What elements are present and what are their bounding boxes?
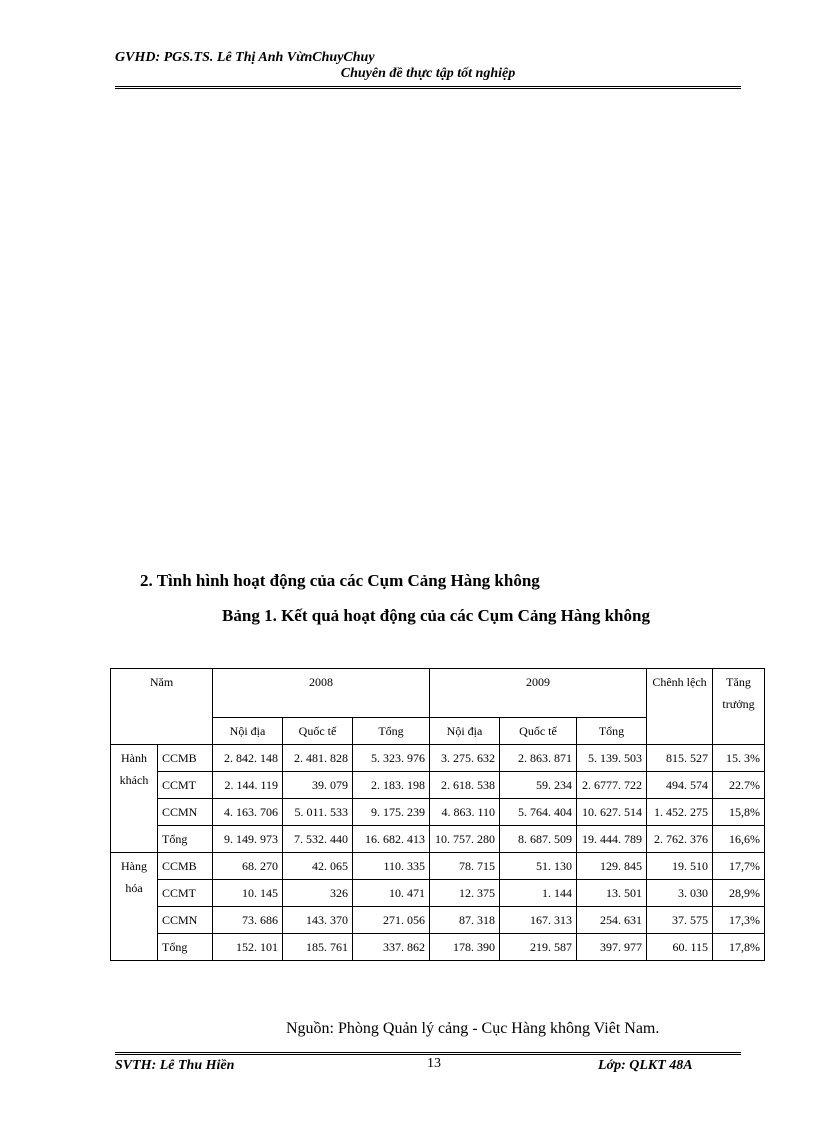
table-cell: 42. 065 bbox=[283, 853, 353, 880]
row-label: CCMT bbox=[158, 772, 213, 799]
table-cell: 219. 587 bbox=[500, 934, 577, 961]
table-title: Bảng 1. Kết quả hoạt động của các Cụm Cảng Hàng không bbox=[222, 606, 650, 625]
table-cell: 9. 175. 239 bbox=[353, 799, 430, 826]
table-cell: 8. 687. 509 bbox=[500, 826, 577, 853]
table-cell: 19. 510 bbox=[647, 853, 713, 880]
table-cell: 494. 574 bbox=[647, 772, 713, 799]
table-cell: 51. 130 bbox=[500, 853, 577, 880]
table-cell: 326 bbox=[283, 880, 353, 907]
table-cell: 13. 501 bbox=[577, 880, 647, 907]
header-difference: Chênh lệch bbox=[647, 669, 713, 745]
table-cell: 16,6% bbox=[713, 826, 765, 853]
passenger-group-label: Hành khách bbox=[111, 745, 158, 853]
footer-divider bbox=[115, 1052, 741, 1055]
table-cell: 5. 323. 976 bbox=[353, 745, 430, 772]
table-cell: 5. 011. 533 bbox=[283, 799, 353, 826]
table-cell: 10. 145 bbox=[213, 880, 283, 907]
table-row bbox=[111, 880, 765, 907]
table-cell: 2. 618. 538 bbox=[430, 772, 500, 799]
table-cell: 73. 686 bbox=[213, 907, 283, 934]
table-cell: 3. 030 bbox=[647, 880, 713, 907]
header-year-2009: 2009 bbox=[430, 669, 647, 718]
subheader-total-2009: Tổng bbox=[577, 718, 647, 745]
row-label: Tổng bbox=[158, 934, 213, 961]
row-label: CCMB bbox=[158, 853, 213, 880]
subheader-domestic-2008: Nội địa bbox=[213, 718, 283, 745]
table-cell: 3. 275. 632 bbox=[430, 745, 500, 772]
table-row bbox=[111, 853, 765, 880]
row-label: CCMN bbox=[158, 799, 213, 826]
table-cell: 17,7% bbox=[713, 853, 765, 880]
table-cell: 7. 532. 440 bbox=[283, 826, 353, 853]
header-growth: Tăng trưởng bbox=[713, 669, 765, 745]
table-cell: 110. 335 bbox=[353, 853, 430, 880]
table-cell: 22.7% bbox=[713, 772, 765, 799]
table-cell: 28,9% bbox=[713, 880, 765, 907]
table-cell: 4. 163. 706 bbox=[213, 799, 283, 826]
subheader-international-2008: Quốc tế bbox=[283, 718, 353, 745]
cargo-group-label: Hàng hóa bbox=[111, 853, 158, 961]
table-cell: 1. 452. 275 bbox=[647, 799, 713, 826]
table-cell: 17,3% bbox=[713, 907, 765, 934]
table-cell: 2. 762. 376 bbox=[647, 826, 713, 853]
page-number: 13 bbox=[427, 1056, 441, 1071]
row-label: Tổng bbox=[158, 826, 213, 853]
header-year-2008: 2008 bbox=[213, 669, 430, 718]
table-cell: 2. 183. 198 bbox=[353, 772, 430, 799]
table-cell: 39. 079 bbox=[283, 772, 353, 799]
table-cell: 60. 115 bbox=[647, 934, 713, 961]
table-cell: 10. 757. 280 bbox=[430, 826, 500, 853]
row-label: CCMB bbox=[158, 745, 213, 772]
subheader-total-2008: Tổng bbox=[353, 718, 430, 745]
table-cell: 10. 471 bbox=[353, 880, 430, 907]
results-table bbox=[110, 668, 765, 961]
footer-student: SVTH: Lê Thu Hiền bbox=[115, 1058, 235, 1073]
table-cell: 185. 761 bbox=[283, 934, 353, 961]
table-cell: 397. 977 bbox=[577, 934, 647, 961]
header-supervisor: GVHD: PGS.TS. Lê Thị Anh VừnChuyChuy bbox=[115, 50, 375, 65]
table-cell: 2. 481. 828 bbox=[283, 745, 353, 772]
table-cell: 254. 631 bbox=[577, 907, 647, 934]
table-row bbox=[111, 826, 765, 853]
subheader-international-2009: Quốc tế bbox=[500, 718, 577, 745]
table-cell: 1. 144 bbox=[500, 880, 577, 907]
source-note: Nguồn: Phòng Quản lý cảng - Cục Hàng không Viêt Nam. bbox=[286, 1020, 660, 1037]
page-header bbox=[115, 50, 741, 82]
table-cell: 152. 101 bbox=[213, 934, 283, 961]
table-cell: 16. 682. 413 bbox=[353, 826, 430, 853]
section-heading: 2. Tình hình hoạt động của các Cụm Cảng Hàng không bbox=[140, 571, 540, 590]
table-cell: 2. 842. 148 bbox=[213, 745, 283, 772]
row-label: CCMN bbox=[158, 907, 213, 934]
table-row bbox=[111, 799, 765, 826]
table-cell: 59. 234 bbox=[500, 772, 577, 799]
table-cell: 167. 313 bbox=[500, 907, 577, 934]
table-cell: 815. 527 bbox=[647, 745, 713, 772]
table-cell: 5. 764. 404 bbox=[500, 799, 577, 826]
table-cell: 143. 370 bbox=[283, 907, 353, 934]
table-cell: 2. 863. 871 bbox=[500, 745, 577, 772]
table-cell: 2. 144. 119 bbox=[213, 772, 283, 799]
table-cell: 271. 056 bbox=[353, 907, 430, 934]
footer-class: Lớp: QLKT 48A bbox=[598, 1058, 693, 1073]
table-cell: 10. 627. 514 bbox=[577, 799, 647, 826]
table-cell: 129. 845 bbox=[577, 853, 647, 880]
table-cell: 68. 270 bbox=[213, 853, 283, 880]
table-cell: 4. 863. 110 bbox=[430, 799, 500, 826]
header-document-type: Chuyên đề thực tập tốt nghiệp bbox=[340, 66, 516, 81]
table-cell: 9. 149. 973 bbox=[213, 826, 283, 853]
table-row bbox=[111, 772, 765, 799]
table-cell: 37. 575 bbox=[647, 907, 713, 934]
table-row bbox=[111, 907, 765, 934]
subheader-domestic-2009: Nội địa bbox=[430, 718, 500, 745]
table-cell: 15. 3% bbox=[713, 745, 765, 772]
table-cell: 19. 444. 789 bbox=[577, 826, 647, 853]
table-cell: 87. 318 bbox=[430, 907, 500, 934]
table-cell: 17,8% bbox=[713, 934, 765, 961]
table-cell: 15,8% bbox=[713, 799, 765, 826]
table-row bbox=[111, 934, 765, 961]
row-label: CCMT bbox=[158, 880, 213, 907]
table-cell: 2. 6777. 722 bbox=[577, 772, 647, 799]
table-cell: 5. 139. 503 bbox=[577, 745, 647, 772]
table-cell: 12. 375 bbox=[430, 880, 500, 907]
table-cell: 178. 390 bbox=[430, 934, 500, 961]
table-cell: 337. 862 bbox=[353, 934, 430, 961]
header-year-label: Năm bbox=[111, 669, 213, 745]
table-cell: 78. 715 bbox=[430, 853, 500, 880]
header-divider bbox=[115, 86, 741, 89]
table-header-row bbox=[111, 669, 765, 718]
table-row bbox=[111, 745, 765, 772]
